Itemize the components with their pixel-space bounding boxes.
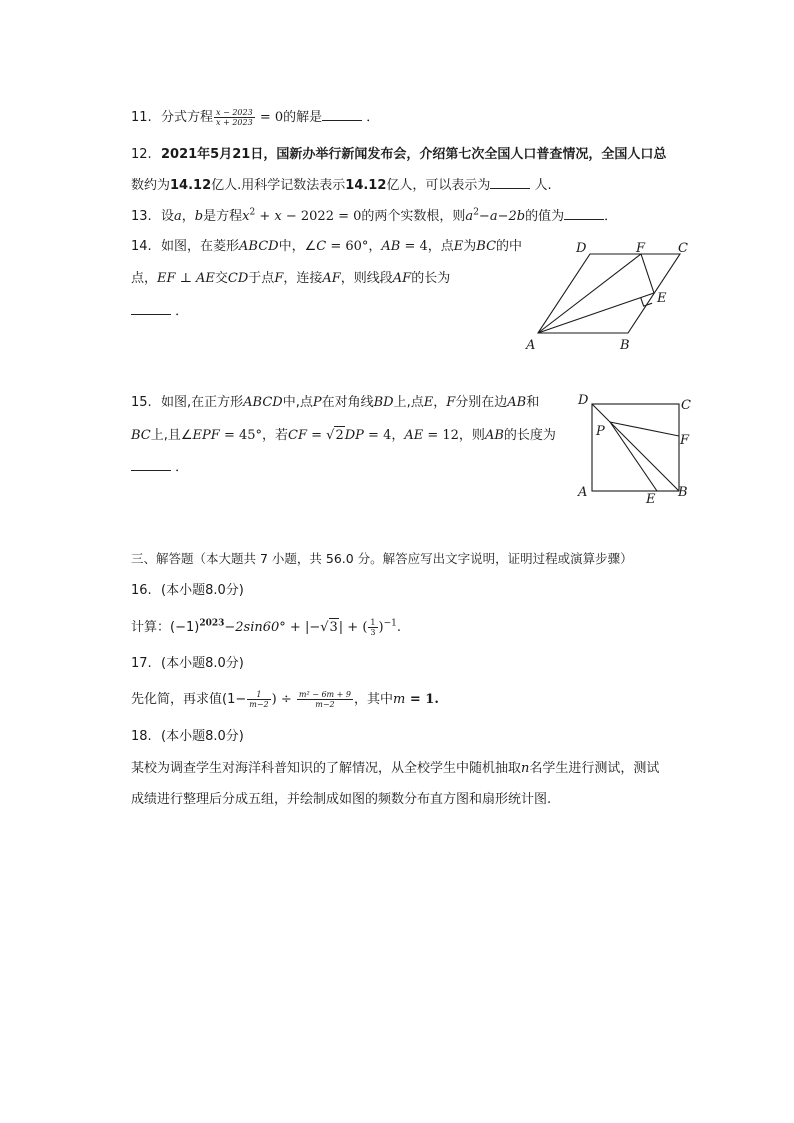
answer-blank[interactable]: [131, 458, 171, 471]
label-a: A: [526, 338, 536, 353]
label-d: D: [576, 241, 587, 256]
answer-blank[interactable]: [564, 207, 604, 220]
question-12-line-2: 数约为14.12亿人.用科学记数法表示14.12亿人，可以表示为 人.: [131, 178, 552, 193]
label-f: F: [680, 433, 690, 448]
diagonal-bd: [592, 404, 679, 491]
question-17-body: 先化简，再求值(1− $\frac{1}{m-2}$ ) ÷ $\frac{\text{m² − 6m + 9}}{m-2}$ ，其中m = 1.: [131, 690, 439, 709]
segment-ae: [538, 293, 654, 333]
fraction: $\frac{\text{m² − 6m + 9}}{m-2}$: [298, 690, 352, 709]
question-number: 11.: [131, 110, 152, 125]
question-15-line-2: BC上,且∠EPF = 45°，若CF = √2DP = 4，AE = 12，则AB的长度为: [131, 428, 556, 443]
label-e: E: [646, 492, 656, 507]
question-13: 13. 设a，b是方程$x^2 + x - 2022 = 0$的两个实数根，则$a^2-a-2b$的值为 ．: [131, 207, 618, 224]
label-a: A: [578, 485, 588, 500]
label-e: E: [657, 291, 667, 306]
sqrt-radicand: 3: [329, 620, 338, 635]
label-b: B: [620, 338, 630, 353]
score-label: (本小题8.0分): [161, 583, 244, 598]
question-15-line-1: 15. 如图,在正方形ABCD中,点P在对角线BD上,点E，F分别在边AB和: [131, 395, 540, 410]
answer-blank[interactable]: [322, 108, 362, 121]
answer-blank[interactable]: [490, 176, 530, 189]
fraction: $\frac{1}{3}$: [370, 618, 376, 637]
label-b: B: [678, 485, 688, 500]
label-d: D: [578, 393, 589, 408]
question-number: 16.: [131, 583, 152, 598]
question-number: 14.: [131, 239, 152, 254]
question-12-line-1: 12. 2021年5月21日，国新办举行新闻发布会，介绍第七次全国人口普查情况，全国人口总: [131, 147, 667, 162]
question-14-line-2: 点，EF ⊥ AE交CD于点F，连接AF，则线段AF的长为: [131, 271, 451, 286]
label-c: C: [678, 241, 688, 256]
question-14-line-3: ．: [131, 302, 188, 321]
question-14-line-1: 14. 如图，在菱形ABCD中，∠C = 60°，AB = 4，点E为BC的中: [131, 239, 523, 254]
label-p: P: [596, 424, 605, 439]
section-heading: 三、解答题（本大题共 7 小题，共 56.0 分。解答应写出文字说明，证明过程或演算步骤）: [131, 551, 633, 566]
segment-pf: [610, 422, 679, 436]
question-18-line-2: 成绩进行整理后分成五组，并绘制成如图的频数分布直方图和扇形统计图.: [131, 792, 552, 807]
score-label: (本小题8.0分): [161, 656, 244, 671]
question-number: 18.: [131, 729, 152, 744]
question-18-header: [131, 728, 244, 746]
question-18-line-1: 某校为调查学生对海洋科普知识的了解情况，从全校学生中随机抽取n名学生进行测试，测试: [131, 761, 660, 776]
question-number: 12.: [131, 147, 152, 162]
figure-rhombus: [520, 236, 700, 356]
label-f: F: [636, 241, 646, 256]
answer-blank[interactable]: [131, 302, 171, 315]
segment-ef: [641, 254, 654, 293]
fraction: $\frac{1}{m-2}$: [249, 690, 269, 709]
question-11: 11. 分式方程 $\frac{x - 2023}{x + 2023}$ = 0的解是 ．: [131, 108, 380, 127]
question-15-line-3: ．: [131, 458, 188, 477]
score-label: (本小题8.0分): [161, 729, 244, 744]
sqrt-radicand: 2: [335, 428, 344, 443]
label-c: C: [681, 398, 691, 413]
segment-af: [538, 254, 641, 333]
question-number: 13.: [131, 209, 152, 224]
question-17-header: [131, 655, 244, 673]
fraction: $\frac{x - 2023}{x + 2023}$: [216, 108, 253, 127]
question-number: 17.: [131, 656, 152, 671]
question-number: 15.: [131, 395, 152, 410]
segment-pe: [610, 422, 657, 491]
figure-square: [574, 390, 704, 510]
question-16-body: 计算：$(-1)^{2023}-2\sin 60^\circ + |-√3|$ + ( $\frac{1}{3}$ )$^{-1}$.: [131, 618, 401, 637]
question-16-header: [131, 582, 244, 600]
